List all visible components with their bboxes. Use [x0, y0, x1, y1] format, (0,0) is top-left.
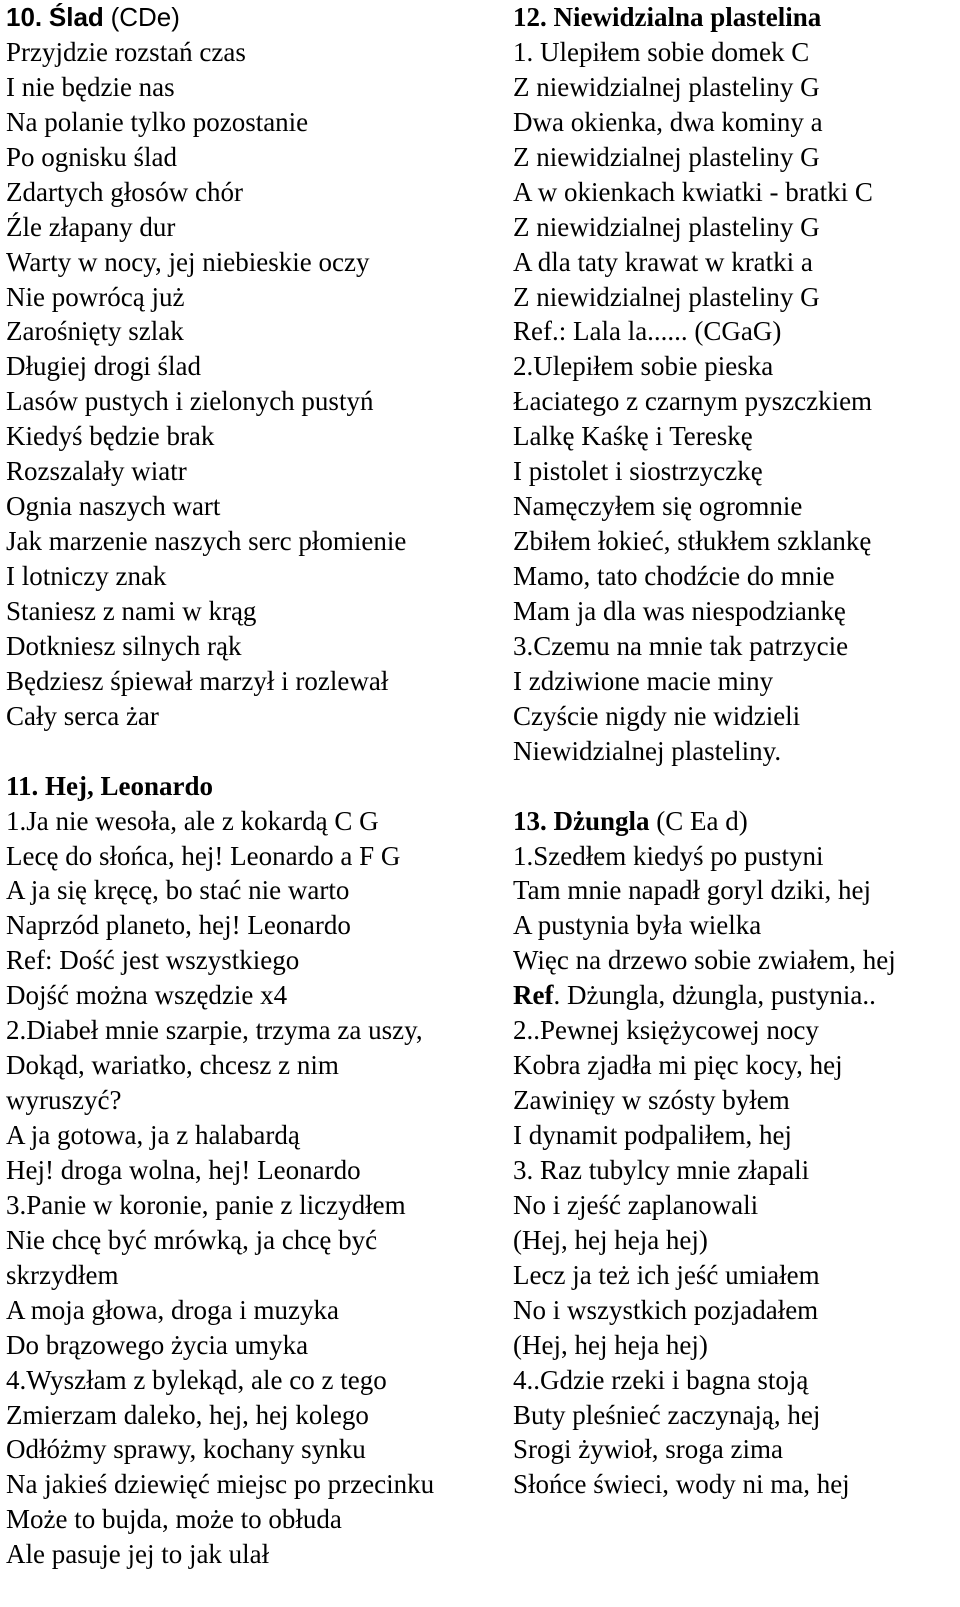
lyric-line: Z niewidzialnej plasteliny G	[513, 281, 820, 312]
song-11-title-text: 11. Hej, Leonardo	[6, 770, 213, 801]
lyric-line: Dotkniesz silnych rąk	[6, 630, 242, 661]
lyric-line: 3. Raz tubylcy mnie złapali	[513, 1154, 810, 1185]
song-12-lyrics	[513, 35, 960, 769]
lyric-line: I pistolet i siostrzyczkę	[513, 456, 763, 487]
lyric-line: Na polanie tylko pozostanie	[6, 106, 309, 137]
lyric-line: 1.Szedłem kiedyś po pustyni	[513, 840, 824, 871]
lyric-line: Po ognisku ślad	[6, 141, 178, 172]
song-10-chords: (CDe)	[110, 2, 180, 32]
lyric-line: A pustynia była wielka	[513, 910, 762, 941]
lyric-line: Z niewidzialnej plasteliny G	[513, 71, 820, 102]
song-12-title-text: 12. Niewidzialna plastelina	[513, 2, 822, 32]
lyric-line: 1.Ja nie wesoła, ale z kokardą C G	[6, 805, 379, 836]
lyric-line: 2.Diabeł mnie szarpie, trzyma za uszy,	[6, 1015, 423, 1046]
lyric-line: 3.Panie w koronie, panie z liczydłem	[6, 1189, 406, 1220]
spacer	[6, 734, 506, 769]
lyric-line: Jak marzenie naszych serc płomienie	[6, 526, 407, 557]
refrain-line	[513, 978, 960, 1013]
lyric-line: Zdartych głosów chór	[6, 176, 243, 207]
lyric-line: wyruszyć?	[6, 1085, 122, 1116]
spacer	[513, 769, 960, 804]
lyric-line: Zarośnięty szlak	[6, 316, 184, 347]
lyric-line: skrzydłem	[6, 1259, 119, 1290]
lyric-line: 1. Ulepiłem sobie domek C	[513, 36, 810, 67]
lyric-line: Kobra zjadła mi pięc kocy, hej	[513, 1050, 843, 1081]
lyric-line: Ref: Dość jest wszystkiego	[6, 945, 300, 976]
lyric-line: 2..Pewnej księżycowej nocy	[513, 1015, 819, 1046]
lyric-line: Zawinięy w szósty byłem	[513, 1085, 790, 1116]
song-13-title-text: 13. Dżungla	[513, 805, 650, 836]
lyric-line: Mam ja dla was niespodziankę	[513, 595, 846, 626]
refrain-label: Ref	[513, 980, 554, 1011]
lyric-line: I dynamit podpaliłem, hej	[513, 1120, 792, 1150]
lyric-line: Warty w nocy, jej niebieskie oczy	[6, 246, 370, 277]
lyric-line: Czyście nigdy nie widzieli	[513, 700, 801, 731]
lyric-line: A moja głowa, droga i muzyka	[6, 1294, 339, 1325]
lyric-line: A ja gotowa, ja z halabardą	[6, 1120, 300, 1150]
lyric-line: Staniesz z nami w krąg	[6, 595, 257, 626]
lyric-line: Buty pleśnieć zaczynają, hej	[513, 1399, 821, 1430]
lyric-line: 2.Ulepiłem sobie pieska	[513, 351, 774, 382]
lyric-line: Będziesz śpiewał marzył i rozlewał	[6, 665, 389, 696]
lyric-line: Niewidzialnej plasteliny.	[513, 735, 782, 766]
lyric-line: Lasów pustych i zielonych pustyń	[6, 386, 374, 417]
lyric-line: Długiej drogi ślad	[6, 351, 201, 382]
lyric-line: Srogi żywioł, sroga zima	[513, 1434, 783, 1465]
lyric-line: Zbiłem łokieć, stłukłem szklankę	[513, 526, 872, 557]
lyric-line: Rozszalały wiatr	[6, 456, 187, 487]
lyric-line: Łaciatego z czarnym pyszczkiem	[513, 386, 873, 417]
song-13-lyrics	[513, 839, 960, 1503]
lyric-line: Lalkę Kaśkę i Tereskę	[513, 421, 753, 452]
song-13-chords: (C Ea d)	[656, 805, 748, 836]
lyric-line: A w okienkach kwiatki - bratki C	[513, 176, 873, 207]
lyric-line: I lotniczy znak	[6, 561, 167, 591]
lyric-line: Ale pasuje jej to jak ulał	[6, 1539, 270, 1570]
lyric-line: Przyjdzie rozstań czas	[6, 36, 246, 67]
lyric-line: Z niewidzialnej plasteliny G	[513, 141, 820, 172]
refrain-text: . Dżungla, dżungla, pustynia..	[553, 980, 876, 1011]
lyric-line: Do brązowego życia umyka	[6, 1329, 309, 1360]
lyric-line: Tam mnie napadł goryl dziki, hej	[513, 875, 872, 906]
lyric-line: No i zjeść zaplanowali	[513, 1189, 759, 1220]
lyric-line: Z niewidzialnej plasteliny G	[513, 211, 820, 242]
lyric-line: Nie chcę być mrówką, ja chcę być	[6, 1224, 378, 1255]
lyric-line: Kiedyś będzie brak	[6, 421, 215, 452]
lyric-line: 4.Wyszłam z bylekąd, ale co z tego	[6, 1364, 387, 1395]
lyric-line: Na jakieś dziewięć miejsc po przecinku	[6, 1469, 435, 1500]
lyric-line: No i wszystkich pozjadałem	[513, 1294, 819, 1325]
lyric-line: Więc na drzewo sobie zwiałem, hej	[513, 945, 896, 976]
song-13-title	[513, 804, 960, 839]
lyric-line: (Hej, hej heja hej)	[513, 1224, 708, 1255]
song-10-title-num: 10.	[6, 2, 43, 32]
lyric-line: Może to bujda, może to obłuda	[6, 1504, 342, 1535]
lyric-line: Słońce świeci, wody ni ma, hej	[513, 1469, 850, 1500]
lyric-line: A dla taty krawat w kratki a	[513, 246, 813, 277]
lyric-line: 3.Czemu na mnie tak patrzycie	[513, 630, 849, 661]
lyric-line: Ref.: Lala la...... (CGaG)	[513, 316, 782, 347]
lyric-line: Zmierzam daleko, hej, hej kolego	[6, 1399, 369, 1430]
lyric-line: (Hej, hej heja hej)	[513, 1329, 708, 1360]
left-column	[6, 0, 506, 1572]
lyric-line: Nie powrócą już	[6, 281, 185, 312]
lyric-line: Dojść można wszędzie x4	[6, 980, 288, 1011]
song-10-lyrics	[6, 35, 506, 734]
lyric-line: Odłóżmy sprawy, kochany synku	[6, 1434, 366, 1465]
song-10-title-text: Ślad	[48, 2, 104, 32]
lyric-line: Źle złapany dur	[6, 211, 176, 242]
right-column	[513, 0, 960, 1502]
lyric-line: Lecz ja też ich jeść umiałem	[513, 1259, 820, 1290]
lyric-line: 4..Gdzie rzeki i bagna stoją	[513, 1364, 809, 1395]
song-11-title	[6, 769, 506, 804]
song-11-lyrics	[6, 804, 506, 1573]
lyric-line: Dwa okienka, dwa kominy a	[513, 106, 823, 137]
lyric-line: Ognia naszych wart	[6, 491, 221, 522]
lyric-line: Hej! droga wolna, hej! Leonardo	[6, 1154, 361, 1185]
lyric-line: Mamo, tato chodźcie do mnie	[513, 561, 835, 591]
song-10-title	[6, 0, 506, 35]
lyric-line: Namęczyłem się ogromnie	[513, 491, 803, 522]
song-12-title	[513, 0, 960, 35]
lyric-line: Cały serca żar	[6, 700, 159, 731]
lyric-line: A ja się kręcę, bo stać nie warto	[6, 875, 350, 906]
lyric-line: I zdziwione macie miny	[513, 665, 774, 696]
lyric-line: Lecę do słońca, hej! Leonardo a F G	[6, 840, 401, 871]
lyric-line: I nie będzie nas	[6, 71, 175, 102]
lyric-line: Naprzód planeto, hej! Leonardo	[6, 910, 351, 941]
lyric-line: Dokąd, wariatko, chcesz z nim	[6, 1050, 339, 1081]
